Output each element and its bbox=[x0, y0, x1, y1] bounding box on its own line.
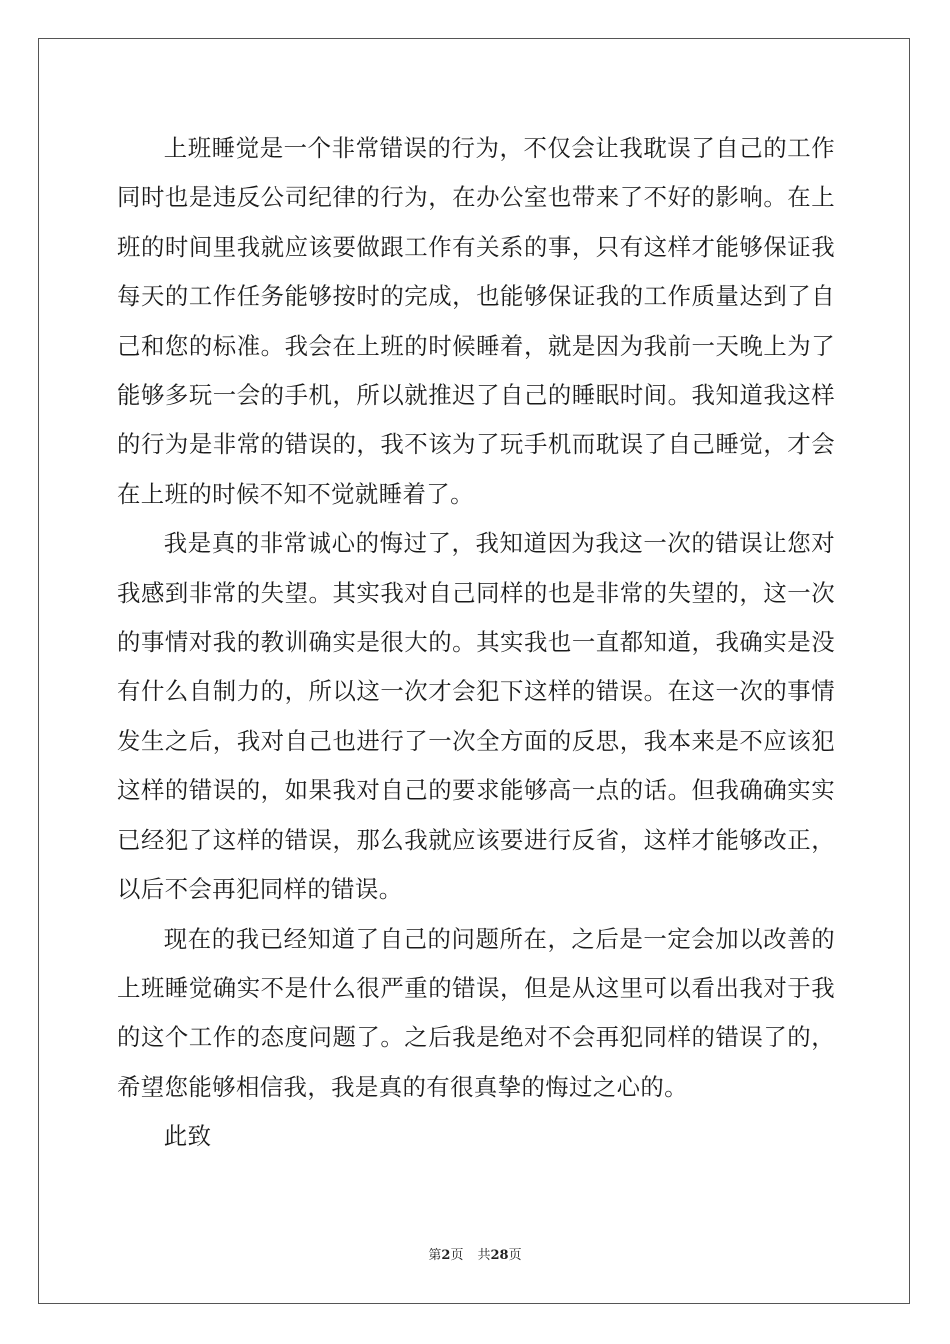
total-suffix: 页 bbox=[508, 1248, 522, 1263]
paragraph-1: 上班睡觉是一个非常错误的行为，不仅会让我耽误了自己的工作同时也是违反公司纪律的行为，在办公室也带来了不好的影响。在上班的时间里我就应该要做跟工作有关系的事，只有这样才能够保证我每天的工作任务能够按时的完成，也能够保证我的工作质量达到了自己和您的标准。我会在上班的时候睡着，就是因为我前一天晚上为了能够多玩一会的手机，所以就推迟了自己的睡眠时间。我知道我这样的行为是非常的错误的，我不该为了玩手机而耽误了自己睡觉，才会在上班的时候不知不觉就睡着了。 bbox=[117, 134, 835, 508]
page-suffix: 页 bbox=[450, 1248, 464, 1263]
document-body bbox=[117, 124, 835, 1162]
paragraph-2: 我是真的非常诚心的悔过了，我知道因为我这一次的错误让您对我感到非常的失望。其实我对自己同样的也是非常的失望的，这一次的事情对我的教训确实是很大的。其实我也一直都知道，我确实是没有什么自制力的，所以这一次才会犯下这样的错误。在这一次的事情发生之后，我对自己也进行了一次全方面的反思，我本来是不应该犯这样的错误的，如果我对自己的要求能够高一点的话。但我确确实实已经犯了这样的错误，那么我就应该要进行反省，这样才能够改正，以后不会再犯同样的错误。 bbox=[117, 529, 835, 904]
total-prefix: 共 bbox=[477, 1248, 491, 1263]
page-prefix: 第 bbox=[428, 1248, 442, 1263]
current-page-number: 2 bbox=[441, 1248, 451, 1263]
paragraph-3: 现在的我已经知道了自己的问题所在，之后是一定会加以改善的上班睡觉确实不是什么很严重的错误，但是从这里可以看出我对于我的这个工作的态度问题了。之后我是绝对不会再犯同样的错误了的，希望您能够相信我，我是真的有很真挚的悔过之心的。 bbox=[117, 924, 835, 1101]
page-footer bbox=[0, 1244, 950, 1263]
total-page-count: 28 bbox=[490, 1248, 509, 1263]
closing-salutation: 此致 bbox=[163, 1122, 212, 1151]
